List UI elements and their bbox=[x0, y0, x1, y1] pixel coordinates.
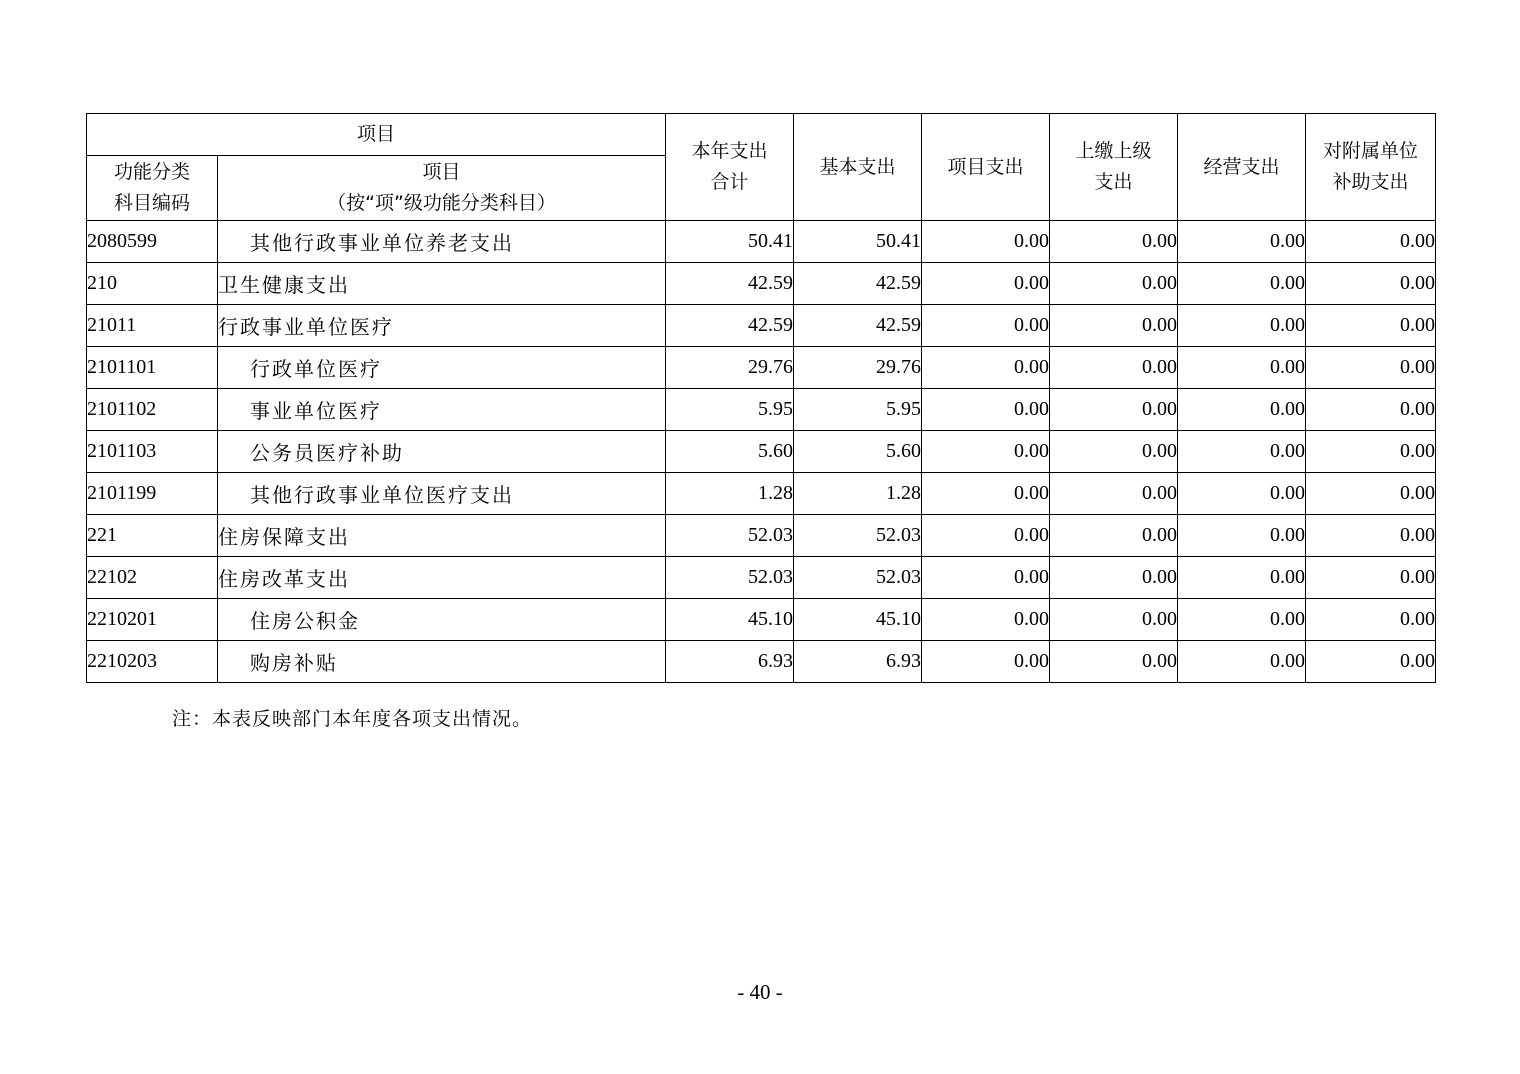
cell-basic: 52.03 bbox=[794, 557, 922, 599]
cell-basic: 1.28 bbox=[794, 473, 922, 515]
table-row bbox=[87, 641, 1436, 683]
cell-code: 2101101 bbox=[87, 347, 218, 389]
header-total-line: 合计 bbox=[710, 171, 749, 193]
cell-name: 购房补贴 bbox=[218, 641, 666, 683]
cell-basic: 42.59 bbox=[794, 263, 922, 305]
cell-project-expense: 0.00 bbox=[922, 431, 1050, 473]
cell-project-expense: 0.00 bbox=[922, 347, 1050, 389]
cell-project-expense: 0.00 bbox=[922, 389, 1050, 431]
cell-upper-remit: 0.00 bbox=[1050, 473, 1178, 515]
cell-subsidy: 0.00 bbox=[1306, 473, 1436, 515]
cell-code: 21011 bbox=[87, 305, 218, 347]
page-number: - 40 - bbox=[737, 980, 783, 1004]
table-body bbox=[87, 221, 1436, 683]
header-upper-remit bbox=[1050, 114, 1178, 221]
cell-code: 2210201 bbox=[87, 599, 218, 641]
table-row bbox=[87, 473, 1436, 515]
header-code bbox=[87, 156, 218, 221]
header-business-line: 经营支出 bbox=[1203, 155, 1280, 178]
cell-name: 住房保障支出 bbox=[218, 515, 666, 557]
header-upper-remit-line: 上缴上级 bbox=[1075, 140, 1152, 162]
cell-upper-remit: 0.00 bbox=[1050, 599, 1178, 641]
cell-code: 22102 bbox=[87, 557, 218, 599]
table-row bbox=[87, 599, 1436, 641]
cell-total: 1.28 bbox=[666, 473, 794, 515]
header-subsidy-line: 补助支出 bbox=[1332, 171, 1409, 193]
cell-business: 0.00 bbox=[1178, 515, 1306, 557]
cell-project-expense: 0.00 bbox=[922, 473, 1050, 515]
cell-code: 210 bbox=[87, 263, 218, 305]
cell-total: 6.93 bbox=[666, 641, 794, 683]
header-name-line: （按“项”级功能分类科目） bbox=[327, 192, 556, 214]
cell-code: 221 bbox=[87, 515, 218, 557]
header-total bbox=[666, 114, 794, 221]
cell-subsidy: 0.00 bbox=[1306, 347, 1436, 389]
header-upper-remit-line: 支出 bbox=[1094, 171, 1133, 193]
cell-name: 行政事业单位医疗 bbox=[218, 305, 666, 347]
table-row bbox=[87, 305, 1436, 347]
cell-subsidy: 0.00 bbox=[1306, 263, 1436, 305]
cell-basic: 5.60 bbox=[794, 431, 922, 473]
expense-table bbox=[86, 113, 1436, 683]
cell-upper-remit: 0.00 bbox=[1050, 263, 1178, 305]
header-total-line: 本年支出 bbox=[691, 140, 768, 162]
header-project-group: 项目 bbox=[87, 114, 666, 156]
cell-business: 0.00 bbox=[1178, 263, 1306, 305]
cell-subsidy: 0.00 bbox=[1306, 221, 1436, 263]
cell-subsidy: 0.00 bbox=[1306, 431, 1436, 473]
table-row bbox=[87, 515, 1436, 557]
header-name bbox=[218, 156, 666, 221]
cell-subsidy: 0.00 bbox=[1306, 599, 1436, 641]
header-basic bbox=[794, 114, 922, 221]
cell-name: 其他行政事业单位养老支出 bbox=[218, 221, 666, 263]
cell-code: 2080599 bbox=[87, 221, 218, 263]
table-row bbox=[87, 557, 1436, 599]
cell-upper-remit: 0.00 bbox=[1050, 515, 1178, 557]
cell-upper-remit: 0.00 bbox=[1050, 221, 1178, 263]
table-row bbox=[87, 389, 1436, 431]
header-row-top bbox=[87, 114, 1436, 156]
cell-upper-remit: 0.00 bbox=[1050, 305, 1178, 347]
cell-code: 2101199 bbox=[87, 473, 218, 515]
cell-name: 卫生健康支出 bbox=[218, 263, 666, 305]
cell-subsidy: 0.00 bbox=[1306, 515, 1436, 557]
cell-business: 0.00 bbox=[1178, 557, 1306, 599]
cell-business: 0.00 bbox=[1178, 221, 1306, 263]
cell-project-expense: 0.00 bbox=[922, 221, 1050, 263]
cell-basic: 45.10 bbox=[794, 599, 922, 641]
cell-name: 其他行政事业单位医疗支出 bbox=[218, 473, 666, 515]
cell-name: 住房公积金 bbox=[218, 599, 666, 641]
cell-business: 0.00 bbox=[1178, 305, 1306, 347]
cell-total: 50.41 bbox=[666, 221, 794, 263]
table-row bbox=[87, 431, 1436, 473]
cell-business: 0.00 bbox=[1178, 473, 1306, 515]
cell-basic: 6.93 bbox=[794, 641, 922, 683]
table-note: 注：本表反映部门本年度各项支出情况。 bbox=[172, 708, 533, 730]
cell-business: 0.00 bbox=[1178, 641, 1306, 683]
cell-project-expense: 0.00 bbox=[922, 557, 1050, 599]
cell-business: 0.00 bbox=[1178, 347, 1306, 389]
cell-total: 45.10 bbox=[666, 599, 794, 641]
cell-subsidy: 0.00 bbox=[1306, 389, 1436, 431]
cell-upper-remit: 0.00 bbox=[1050, 389, 1178, 431]
header-project-expense-line: 项目支出 bbox=[947, 155, 1024, 178]
cell-upper-remit: 0.00 bbox=[1050, 641, 1178, 683]
header-basic-line: 基本支出 bbox=[819, 155, 896, 178]
table-row bbox=[87, 263, 1436, 305]
header-subsidy bbox=[1306, 114, 1436, 221]
header-code-line: 科目编码 bbox=[113, 192, 190, 214]
cell-basic: 5.95 bbox=[794, 389, 922, 431]
cell-project-expense: 0.00 bbox=[922, 263, 1050, 305]
cell-name: 事业单位医疗 bbox=[218, 389, 666, 431]
cell-subsidy: 0.00 bbox=[1306, 557, 1436, 599]
table-row bbox=[87, 347, 1436, 389]
cell-basic: 50.41 bbox=[794, 221, 922, 263]
cell-upper-remit: 0.00 bbox=[1050, 557, 1178, 599]
cell-project-expense: 0.00 bbox=[922, 515, 1050, 557]
cell-business: 0.00 bbox=[1178, 389, 1306, 431]
cell-name: 住房改革支出 bbox=[218, 557, 666, 599]
cell-total: 42.59 bbox=[666, 305, 794, 347]
cell-basic: 29.76 bbox=[794, 347, 922, 389]
header-business bbox=[1178, 114, 1306, 221]
cell-project-expense: 0.00 bbox=[922, 641, 1050, 683]
header-name-line: 项目 bbox=[422, 161, 461, 183]
cell-name: 公务员医疗补助 bbox=[218, 431, 666, 473]
cell-total: 52.03 bbox=[666, 515, 794, 557]
cell-upper-remit: 0.00 bbox=[1050, 347, 1178, 389]
cell-total: 29.76 bbox=[666, 347, 794, 389]
table-row bbox=[87, 221, 1436, 263]
cell-subsidy: 0.00 bbox=[1306, 641, 1436, 683]
cell-basic: 42.59 bbox=[794, 305, 922, 347]
cell-project-expense: 0.00 bbox=[922, 599, 1050, 641]
cell-total: 52.03 bbox=[666, 557, 794, 599]
cell-business: 0.00 bbox=[1178, 599, 1306, 641]
cell-code: 2210203 bbox=[87, 641, 218, 683]
cell-total: 5.60 bbox=[666, 431, 794, 473]
cell-name: 行政单位医疗 bbox=[218, 347, 666, 389]
cell-upper-remit: 0.00 bbox=[1050, 431, 1178, 473]
cell-code: 2101102 bbox=[87, 389, 218, 431]
cell-total: 42.59 bbox=[666, 263, 794, 305]
header-code-line: 功能分类 bbox=[113, 161, 190, 183]
cell-code: 2101103 bbox=[87, 431, 218, 473]
header-subsidy-line: 对附属单位 bbox=[1323, 140, 1419, 162]
cell-total: 5.95 bbox=[666, 389, 794, 431]
cell-basic: 52.03 bbox=[794, 515, 922, 557]
cell-project-expense: 0.00 bbox=[922, 305, 1050, 347]
cell-subsidy: 0.00 bbox=[1306, 305, 1436, 347]
cell-business: 0.00 bbox=[1178, 431, 1306, 473]
header-project-expense bbox=[922, 114, 1050, 221]
